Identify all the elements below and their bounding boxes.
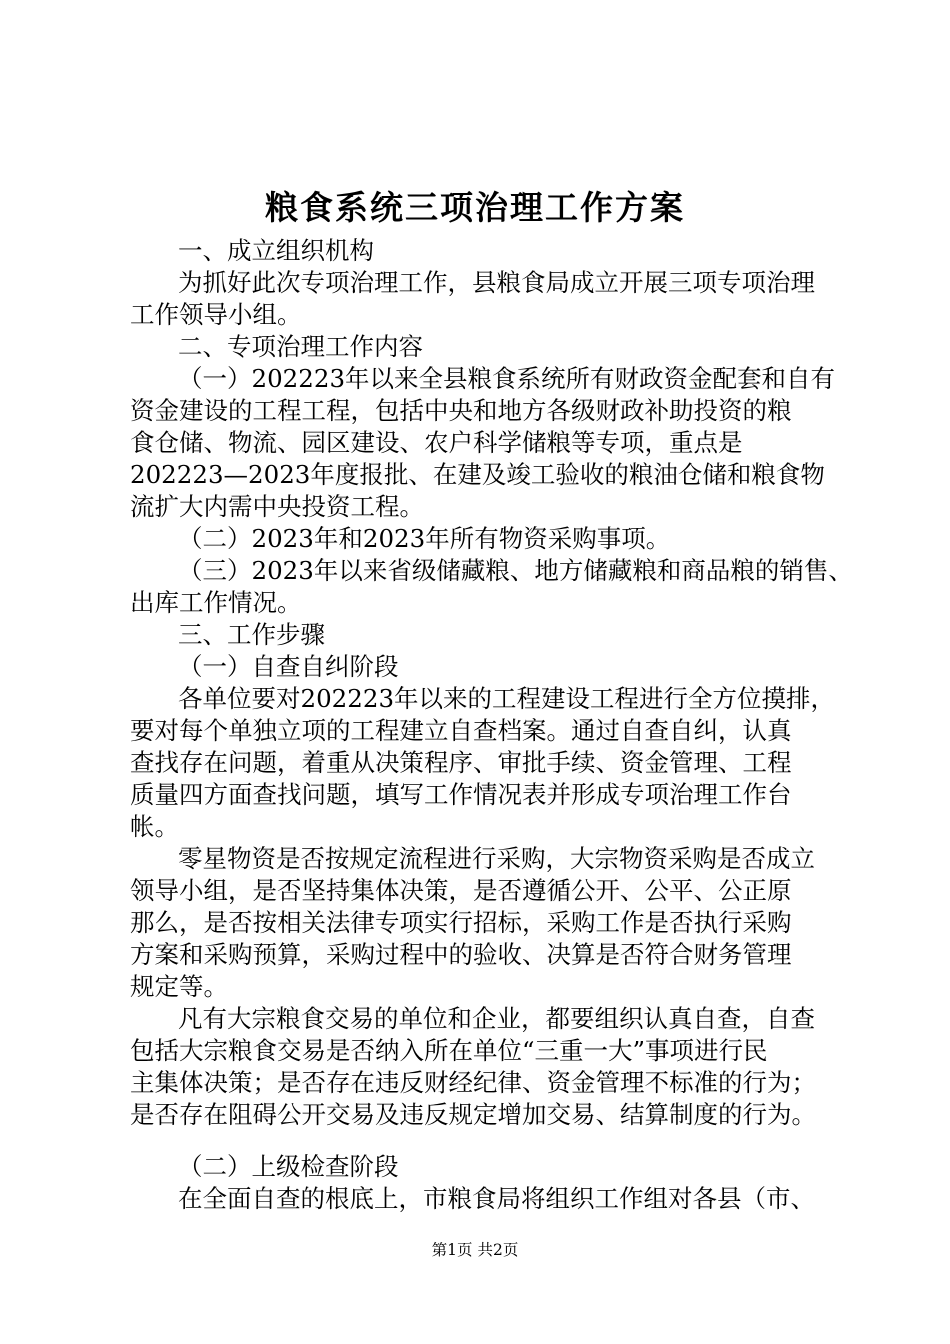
paragraph-line: 在全面自查的根底上，市粮食局将组织工作组对各县（市、: [178, 1184, 815, 1213]
paragraph-line: 流扩大内需中央投资工程。: [130, 492, 424, 521]
paragraph-line: （一）202223年以来全县粮食系统所有财政资金配套和自有: [178, 364, 836, 393]
section-heading: 二、专项治理工作内容: [178, 332, 423, 361]
paragraph-line: 规定等。: [130, 972, 228, 1001]
paragraph-line: 要对每个单独立项的工程建立自查档案。通过自查自纠，认真: [130, 716, 792, 745]
section-heading: 一、成立组织机构: [178, 236, 374, 265]
paragraph-line: 领导小组，是否坚持集体决策，是否遵循公开、公平、公正原: [130, 876, 792, 905]
page-footer: 第1页 共2页: [431, 1241, 519, 1259]
document-title: 粮食系统三项治理工作方案: [265, 188, 685, 227]
subsection-heading: （二）上级检查阶段: [178, 1152, 399, 1181]
paragraph-line: 包括大宗粮食交易是否纳入所在单位“三重一大”事项进行民: [130, 1036, 768, 1065]
paragraph-line: 质量四方面查找问题，填写工作情况表并形成专项治理工作台: [130, 780, 792, 809]
paragraph-line: （三）2023年以来省级储藏粮、地方储藏粮和商品粮的销售、: [178, 556, 853, 585]
paragraph-line: 主集体决策；是否存在违反财经纪律、资金管理不标准的行为；: [130, 1068, 816, 1097]
subsection-heading: （一）自查自纠阶段: [178, 652, 399, 681]
paragraph-line: 食仓储、物流、园区建设、农户科学储粮等专项，重点是: [130, 428, 743, 457]
paragraph-line: 是否存在阻碍公开交易及违反规定增加交易、结算制度的行为。: [130, 1100, 816, 1129]
paragraph-line: 方案和采购预算，采购过程中的验收、决算是否符合财务管理: [130, 940, 792, 969]
paragraph-line: 各单位要对202223年以来的工程建设工程进行全方位摸排，: [178, 684, 836, 713]
paragraph-line: 工作领导小组。: [130, 300, 302, 329]
paragraph-line: 查找存在问题，着重从决策程序、审批手续、资金管理、工程: [130, 748, 792, 777]
paragraph-line: 凡有大宗粮食交易的单位和企业，都要组织认真自查，自查: [178, 1004, 815, 1033]
paragraph-line: 零星物资是否按规定流程进行采购，大宗物资采购是否成立: [178, 844, 815, 873]
paragraph-line: 为抓好此次专项治理工作，县粮食局成立开展三项专项治理: [178, 268, 815, 297]
paragraph-line: 出库工作情况。: [130, 588, 302, 617]
paragraph-line: 帐。: [130, 812, 179, 841]
paragraph-line: 资金建设的工程工程，包括中央和地方各级财政补助投资的粮: [130, 396, 792, 425]
paragraph-line: 那么，是否按相关法律专项实行招标，采购工作是否执行采购: [130, 908, 792, 937]
paragraph-line: （二）2023年和2023年所有物资采购事项。: [178, 524, 671, 553]
section-heading: 三、工作步骤: [178, 620, 325, 649]
paragraph-line: 202223—2023年度报批、在建及竣工验收的粮油仓储和粮食物: [130, 460, 825, 489]
